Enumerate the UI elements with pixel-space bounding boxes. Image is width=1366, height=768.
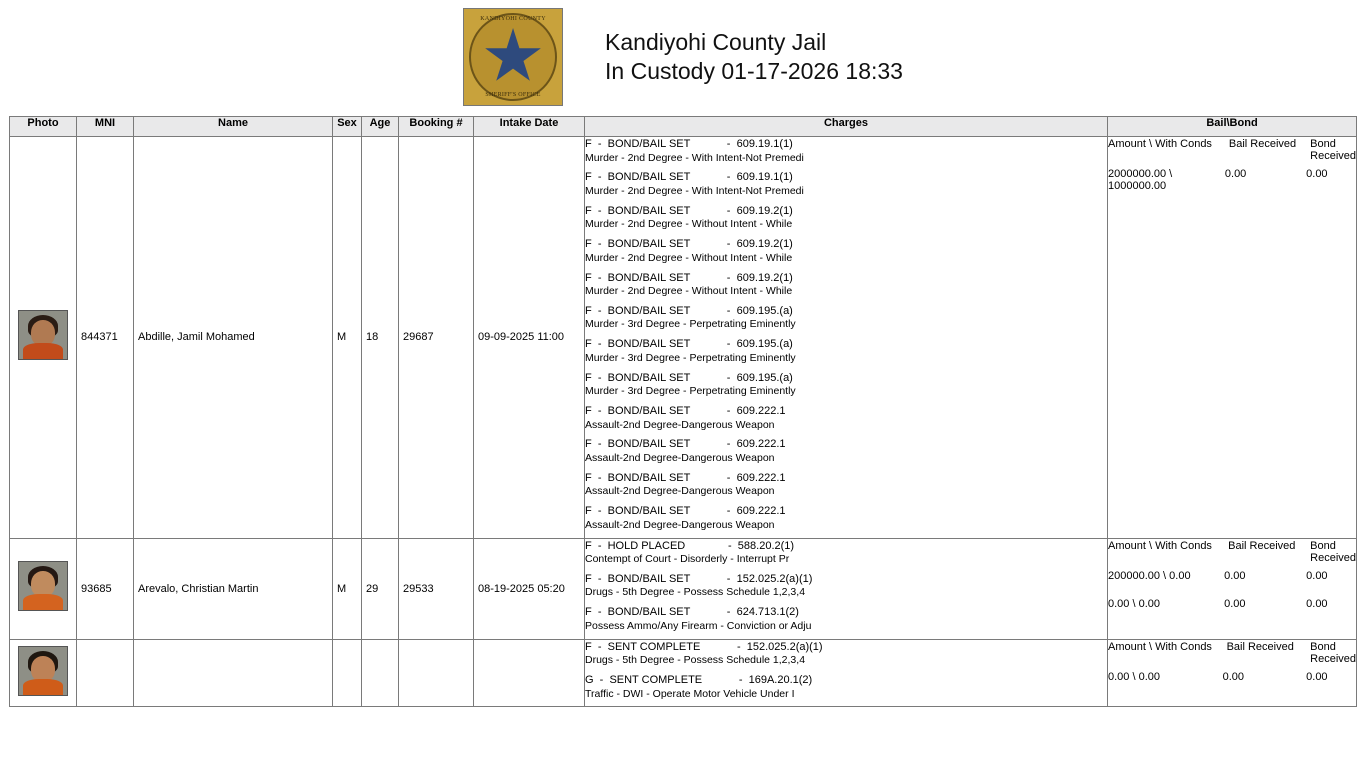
- badge-bottom-text: SHERIFF'S OFFICE: [485, 92, 541, 98]
- charge-code-line: F - BOND/BAIL SET - 609.222.1: [585, 471, 786, 484]
- bond-received-value: 0.00: [1306, 168, 1328, 180]
- table-row[interactable]: [10, 538, 1357, 639]
- bail-received-value: 0.00: [1224, 569, 1246, 582]
- charge-code-line: F - BOND/BAIL SET - 609.222.1: [585, 438, 786, 451]
- charge-entry: [585, 437, 1107, 465]
- row-sex: [333, 639, 362, 707]
- column-header-sex: Sex: [333, 117, 362, 137]
- column-header-photo: Photo: [10, 117, 77, 137]
- charge-code-line: F - BOND/BAIL SET - 609.19.1(1): [585, 138, 793, 150]
- column-header-name: Name: [134, 117, 333, 137]
- bail-bond-table: [1108, 640, 1356, 684]
- row-name: Arevalo, Christian Martin: [134, 538, 333, 639]
- charge-entry: [585, 271, 1107, 299]
- bail-received-value: 0.00: [1224, 597, 1246, 610]
- bail-received-value: 0.00: [1222, 670, 1244, 683]
- bail-header-cell: Amount \ With Conds: [1108, 138, 1212, 150]
- charge-description-line: Contempt of Court - Disorderly - Interrupt Pr: [585, 553, 790, 566]
- row-booking-number: 29687: [399, 137, 474, 539]
- charge-entry: [585, 471, 1107, 499]
- charge-code-line: F - BOND/BAIL SET - 609.19.2(1): [585, 238, 793, 251]
- charge-code-line: F - BOND/BAIL SET - 609.19.2(1): [585, 271, 793, 284]
- bail-header-cell: Bond Received: [1310, 539, 1356, 564]
- charge-description-line: Murder - 2nd Degree - Without Intent - While: [585, 218, 793, 231]
- bail-value-row: [1108, 670, 1356, 684]
- charge-description-line: Assault-2nd Degree-Dangerous Weapon: [585, 451, 775, 464]
- bail-header-row: [1108, 539, 1356, 569]
- bail-spacer-row: [1108, 583, 1356, 597]
- charge-code-line: F - BOND/BAIL SET - 609.222.1: [585, 405, 786, 417]
- bail-header-cell: Bail Received: [1228, 539, 1296, 552]
- row-intake-date: 09-09-2025 11:00: [474, 137, 585, 539]
- charge-description-line: Murder - 3rd Degree - Perpetrating Eminently: [585, 385, 796, 398]
- charge-code-line: F - BOND/BAIL SET - 609.195.(a): [585, 304, 793, 317]
- bail-header-cell: Amount \ With Conds: [1108, 539, 1212, 552]
- charge-code-line: F - BOND/BAIL SET - 609.19.2(1): [585, 204, 793, 217]
- charge-description-line: Drugs - 5th Degree - Possess Schedule 1,2,3,4: [585, 586, 806, 599]
- charge-entry: [585, 137, 1107, 165]
- bail-header-cell: Bail Received: [1226, 640, 1294, 653]
- row-mni: 844371: [77, 137, 134, 539]
- charge-description-line: Murder - 2nd Degree - Without Intent - While: [585, 285, 793, 298]
- bail-value-row: [1108, 569, 1356, 583]
- row-mni: [77, 639, 134, 707]
- charge-description-line: Possess Ammo/Any Firearm - Conviction or Adju: [585, 619, 812, 632]
- bail-header-cell: Bond Received: [1310, 138, 1356, 162]
- charge-entry: [585, 504, 1107, 532]
- bail-value-row: [1108, 597, 1356, 611]
- charge-entry: [585, 337, 1107, 365]
- charge-code-line: F - BOND/BAIL SET - 609.195.(a): [585, 371, 793, 384]
- row-name: Abdille, Jamil Mohamed: [134, 137, 333, 539]
- charge-code-line: F - BOND/BAIL SET - 609.222.1: [585, 505, 786, 518]
- column-header-intake: Intake Date: [474, 117, 585, 137]
- row-bail-bond-cell: [1108, 639, 1357, 707]
- row-mni: 93685: [77, 538, 134, 639]
- charge-description-line: Murder - 2nd Degree - With Intent-Not Premedi: [585, 151, 804, 164]
- row-photo-cell: [10, 538, 77, 639]
- charge-description-line: Assault-2nd Degree-Dangerous Weapon: [585, 418, 775, 431]
- row-charges-cell: [585, 538, 1108, 639]
- inmate-mugshot-image: [18, 561, 68, 611]
- table-header-row: [10, 117, 1357, 137]
- page-title: [605, 28, 903, 87]
- bail-header-cell: Bail Received: [1228, 138, 1297, 150]
- column-header-mni: MNI: [77, 117, 134, 137]
- row-age: 29: [362, 538, 399, 639]
- bail-header-cell: Bond Received: [1310, 640, 1356, 665]
- row-sex: M: [333, 137, 362, 539]
- row-booking-number: 29533: [399, 538, 474, 639]
- bail-amount-with-conds: 200000.00 \ 0.00: [1108, 569, 1191, 582]
- row-intake-date: [474, 639, 585, 707]
- row-bail-bond-cell: [1108, 137, 1357, 539]
- bail-bond-table: [1108, 539, 1356, 611]
- table-row[interactable]: [10, 137, 1357, 539]
- column-header-charges: Charges: [585, 117, 1108, 137]
- charge-entry: [585, 170, 1107, 198]
- charge-description-line: Assault-2nd Degree-Dangerous Weapon: [585, 485, 775, 498]
- bail-header-cell: Amount \ With Conds: [1108, 640, 1212, 653]
- bail-header-row: [1108, 137, 1356, 167]
- charge-description-line: Murder - 2nd Degree - With Intent-Not Premedi: [585, 184, 804, 197]
- bail-received-value: 0.00: [1224, 168, 1247, 180]
- in-custody-table: [9, 116, 1357, 707]
- row-name: [134, 639, 333, 707]
- charge-code-line: F - BOND/BAIL SET - 624.713.1(2): [585, 606, 799, 619]
- title-line-1: Kandiyohi County Jail: [605, 28, 827, 55]
- bail-value-row: [1108, 167, 1356, 193]
- charge-description-line: Drugs - 5th Degree - Possess Schedule 1,2,3,4: [585, 654, 806, 667]
- charge-description-line: Assault-2nd Degree-Dangerous Weapon: [585, 518, 775, 531]
- row-charges-cell: [585, 137, 1108, 539]
- bail-amount-with-conds: 2000000.00 \ 1000000.00: [1108, 168, 1173, 192]
- bail-bond-table: [1108, 137, 1356, 193]
- charge-code-line: F - HOLD PLACED - 588.20.2(1): [585, 539, 795, 552]
- charge-entry: [585, 605, 1107, 633]
- charge-description-line: Murder - 3rd Degree - Perpetrating Eminently: [585, 351, 796, 364]
- column-header-bail: Bail\Bond: [1108, 117, 1357, 137]
- table-row[interactable]: [10, 639, 1357, 707]
- column-header-age: Age: [362, 117, 399, 137]
- charge-code-line: F - BOND/BAIL SET - 609.195.(a): [585, 338, 793, 351]
- row-age: 18: [362, 137, 399, 539]
- row-age: [362, 639, 399, 707]
- charge-entry: [585, 371, 1107, 399]
- charge-entry: [585, 539, 1107, 567]
- bail-amount-with-conds: 0.00 \ 0.00: [1108, 670, 1160, 683]
- row-bail-bond-cell: [1108, 538, 1357, 639]
- inmate-mugshot-image: [18, 310, 68, 360]
- charge-entry: [585, 404, 1107, 432]
- bail-header-row: [1108, 640, 1356, 670]
- row-booking-number: [399, 639, 474, 707]
- charge-code-line: F - BOND/BAIL SET - 609.19.1(1): [585, 171, 793, 184]
- row-sex: M: [333, 538, 362, 639]
- charge-entry: [585, 304, 1107, 332]
- charge-description-line: Murder - 2nd Degree - Without Intent - While: [585, 251, 793, 264]
- sheriff-badge-icon: [463, 8, 563, 106]
- charge-entry: [585, 640, 1107, 668]
- charge-description-line: Traffic - DWI - Operate Motor Vehicle Under I: [585, 687, 795, 700]
- charge-code-line: F - BOND/BAIL SET - 152.025.2(a)(1): [585, 572, 813, 585]
- row-charges-cell: [585, 639, 1108, 707]
- bond-received-value: 0.00: [1306, 569, 1328, 582]
- bond-received-value: 0.00: [1306, 670, 1328, 683]
- row-intake-date: 08-19-2025 05:20: [474, 538, 585, 639]
- title-line-2: In Custody 01-17-2026 18:33: [605, 58, 903, 84]
- charge-entry: [585, 572, 1107, 600]
- inmate-mugshot-image: [18, 646, 68, 696]
- charge-entry: [585, 673, 1107, 701]
- row-photo-cell: [10, 639, 77, 707]
- charge-entry: [585, 237, 1107, 265]
- bond-received-value: 0.00: [1306, 597, 1328, 610]
- column-header-booking: Booking #: [399, 117, 474, 137]
- charge-description-line: Murder - 3rd Degree - Perpetrating Eminently: [585, 318, 796, 331]
- bail-amount-with-conds: 0.00 \ 0.00: [1108, 597, 1160, 610]
- charge-entry: [585, 204, 1107, 232]
- row-photo-cell: [10, 137, 77, 539]
- page-header: [0, 0, 1366, 112]
- badge-top-text: KANDIYOHI COUNTY: [480, 16, 546, 22]
- charge-code-line: G - SENT COMPLETE - 169A.20.1(2): [585, 674, 813, 686]
- charge-code-line: F - SENT COMPLETE - 152.025.2(a)(1): [585, 640, 823, 653]
